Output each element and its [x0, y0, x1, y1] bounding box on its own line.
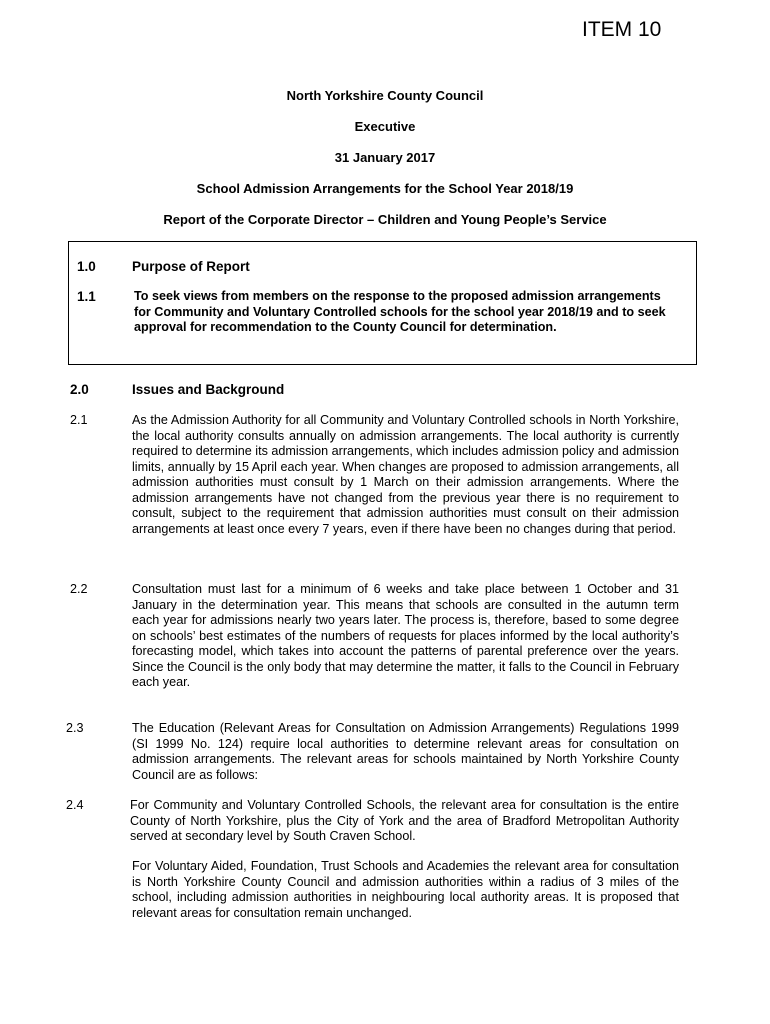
report-title: School Admission Arrangements for the School Year 2018/19	[196, 181, 574, 196]
paragraph-text: As the Admission Authority for all Community and Voluntary Controlled schools in North Yorkshire, the local authority consults annually on admission arrangements. The local authority is currently required to determine its admission arrangements, which includes admission policy and admission limits, annually by 15 April each year. When changes are proposed to admission arrangements, all admission authorities must consult by 1 March on their admission arrangements. Where the admission arrangements have not changed from the previous year there is no requirement to consult, subject to the requirement that admission authorities must consult on their admission arrangements at least once every 7 years, even if there have been no changes during that period.	[132, 413, 679, 536]
paragraph-number: 2.2	[70, 582, 88, 596]
purpose-item-number: 1.1	[77, 289, 96, 304]
paragraph-text: The Education (Relevant Areas for Consultation on Admission Arrangements) Regulations 1999 (SI 1999 No. 124) require local authorities to determine relevant areas for consultation on admission arrangements. The relevant areas for schools maintained by North Yorkshire County Council are as follows:	[132, 721, 679, 782]
council-name: North Yorkshire County Council	[286, 88, 484, 103]
purpose-heading: Purpose of Report	[132, 259, 250, 274]
meeting-date: 31 January 2017	[334, 150, 436, 165]
report-of: Report of the Corporate Director – Children and Young People’s Service	[163, 212, 607, 227]
purpose-item-text: To seek views from members on the response to the proposed admission arrangements for Community and Voluntary Controlled schools for the school year 2018/19 and to seek approval for recommendation to the County Council for determination.	[134, 289, 666, 334]
paragraph-number: 2.3	[66, 721, 84, 735]
continuation-paragraph: For Voluntary Aided, Foundation, Trust Schools and Academies the relevant area for consultation is North Yorkshire County Council and admission authorities within a radius of 3 miles of the school, including admission authorities in neighbouring local authority areas. It is proposed that relevant areas for consultation remain unchanged.	[132, 859, 679, 920]
item-label: ITEM 10	[582, 18, 662, 41]
paragraph-number: 2.1	[70, 413, 88, 427]
issues-number: 2.0	[70, 382, 89, 397]
paragraph-text: For Community and Voluntary Controlled Schools, the relevant area for consultation is the entire County of North Yorkshire, plus the City of York and the area of Bradford Metropolitan Authority served at secondary level by South Craven School.	[130, 798, 679, 843]
paragraph-number: 2.4	[66, 798, 84, 812]
paragraph-text: Consultation must last for a minimum of 6 weeks and take place between 1 October and 31 January in the determination year. This means that schools are consulted in the autumn term each year for admissions nearly two years later. The process is, therefore, based to some degree on schools’ best estimates of the numbers of requests for places informed by the local authority’s forecasting model, which takes into account the patterns of parental preference over the years. Since the Council is the only body that may determine the matter, it falls to the Council in February each year.	[132, 582, 679, 689]
issues-heading: Issues and Background	[132, 382, 285, 397]
purpose-number: 1.0	[77, 259, 96, 274]
executive-heading: Executive	[354, 119, 416, 134]
